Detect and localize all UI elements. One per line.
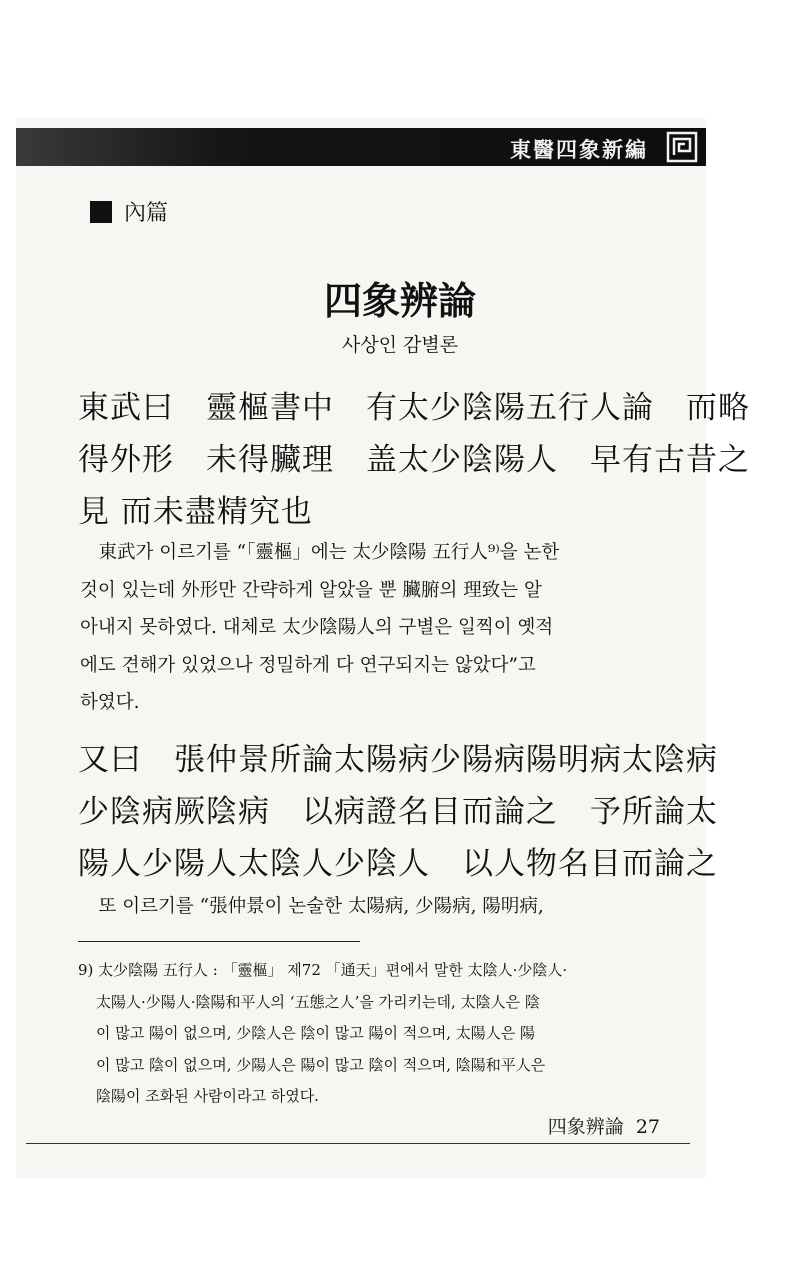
footnote-line: 陰陽이 조화된 사람이라고 하였다. [96,1087,319,1105]
translation-line: 아내지 못하였다. 대체로 太少陰陽人의 구별은 일찍이 옛적 [80,617,554,638]
footnote-divider [78,941,360,942]
running-header-title: 東醫四象新編 [510,137,648,162]
passage-line: 陽人少陽人太陰人少陰人 以人物名目而論之 [78,846,718,882]
footnote [78,955,688,1113]
section-label [90,196,168,227]
footnote-line: 이 많고 陰이 없으며, 少陽人은 陽이 많고 陰이 적으며, 陰陽和平人은 [96,1055,546,1074]
translation-paragraph-1 [80,534,680,722]
translation-line: 하였다. [80,692,140,713]
passage-line: 見 而未盡精究也 [78,494,313,530]
black-square-icon [90,201,112,223]
footnote-line: 이 많고 陽이 없으며, 少陰人은 陰이 많고 陽이 적으며, 太陽人은 陽 [96,1024,536,1042]
translation-paragraph-2 [80,888,680,926]
page-number: 27 [635,1116,660,1138]
footnote-line: 9) 太少陰陽 五行人 : 「靈樞」 제72 「通天」편에서 말한 太陰人·少陰人· [78,961,568,979]
translation-line: 에도 견해가 있었으나 정밀하게 다 연구되지는 않았다”고 [80,654,536,676]
translation-line: 東武가 이르기를 “「靈樞」에는 太少陰陽 五行人⁹⁾을 논한 [80,542,560,563]
passage-line: 又曰 張仲景所論太陽病少陽病陽明病太陰病 [78,742,718,778]
running-header [16,128,706,166]
translation-line: 또 이르기를 “張仲景이 논술한 太陽病, 少陽病, 陽明病, [80,896,544,917]
passage-line: 東武曰 靈樞書中 有太少陰陽五行人論 而略 [78,390,750,426]
translation-line: 것이 있는데 外形만 간략하게 알았을 뿐 臟腑의 理致는 알 [80,579,542,601]
page-folio [548,1112,660,1139]
classical-passage-2 [78,734,718,890]
meander-ornament-icon [666,131,698,163]
classical-passage-1 [78,382,750,538]
chapter-title: 四象辨論 [323,278,476,323]
chapter-subtitle: 사상인 감별론 [341,334,459,356]
bottom-rule [26,1143,690,1144]
footnote-line: 太陽人·少陽人·陰陽和平人의 ‘五態之人’을 가리키는데, 太陰人은 陰 [96,992,540,1011]
folio-label: 四象辨論 [547,1116,624,1138]
passage-line: 少陰病厥陰病 以病證名目而論之 予所論太 [78,794,718,830]
section-label-text: 內篇 [124,201,169,226]
passage-line: 得外形 未得臟理 盖太少陰陽人 早有古昔之 [78,442,750,478]
